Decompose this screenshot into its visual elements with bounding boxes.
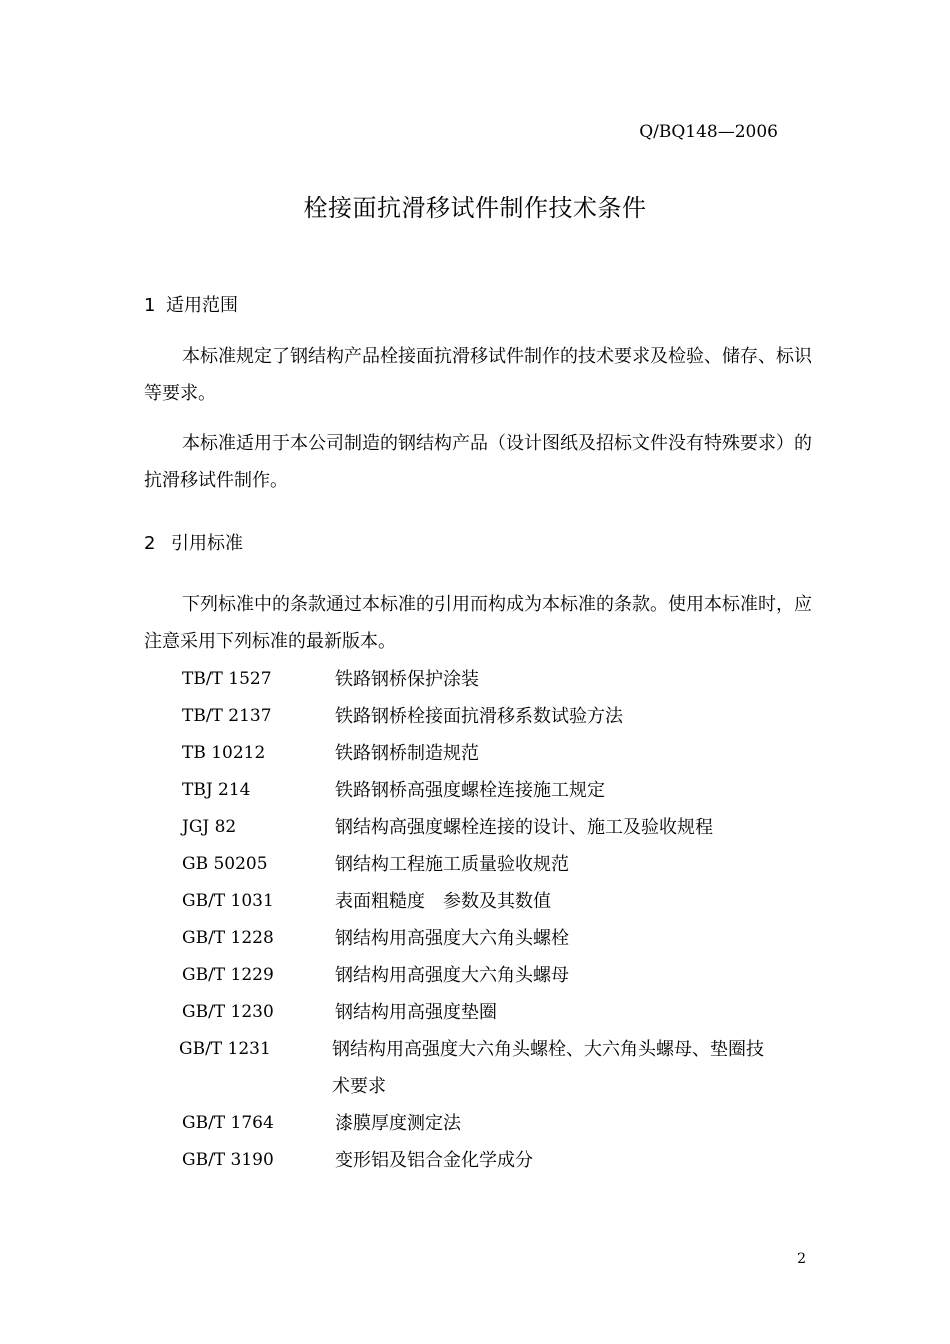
reference-code: GB 50205 [182, 854, 268, 874]
reference-code: GB/T 3190 [182, 1150, 274, 1170]
section-1-heading [144, 294, 238, 318]
section-2-heading [144, 532, 243, 556]
section-2-number: 2 [144, 533, 156, 554]
reference-code: GB/T 1231 [179, 1039, 271, 1059]
reference-item [0, 698, 950, 735]
reference-name: 钢结构用高强度垫圈 [335, 1002, 497, 1023]
reference-code: GB/T 1230 [182, 1002, 274, 1022]
reference-name: 铁路钢桥制造规范 [335, 743, 479, 764]
reference-name: 钢结构用高强度大六角头螺母 [335, 965, 569, 986]
document-title: 栓接面抗滑移试件制作技术条件 [303, 194, 647, 222]
section-2-intro: 下列标准中的条款通过本标准的引用而构成为本标准的条款。使用本标准时，应注意采用下列标准的最新版本。 [144, 594, 812, 652]
reference-code: GB/T 1228 [182, 928, 274, 948]
reference-name: 表面粗糙度 参数及其数值 [335, 891, 551, 912]
reference-item [0, 957, 950, 994]
reference-code: TB 10212 [182, 743, 266, 763]
reference-item [0, 883, 950, 920]
reference-item [0, 809, 950, 846]
reference-name: 钢结构用高强度大六角头螺栓 [335, 928, 569, 949]
reference-item [0, 735, 950, 772]
section-1-paragraph-1: 本标准规定了钢结构产品栓接面抗滑移试件制作的技术要求及检验、储存、标识等要求。 [144, 346, 812, 404]
page-number: 2 [797, 1251, 806, 1267]
reference-item [0, 1031, 950, 1105]
section-2-title: 引用标准 [171, 533, 243, 554]
reference-name: 铁路钢桥栓接面抗滑移系数试验方法 [335, 706, 623, 727]
reference-name: 钢结构工程施工质量验收规范 [335, 854, 569, 875]
reference-name: 铁路钢桥高强度螺栓连接施工规定 [335, 780, 605, 801]
reference-item [0, 1105, 950, 1142]
document-code: Q/BQ148—2006 [639, 122, 778, 142]
reference-item [0, 920, 950, 957]
reference-code: GB/T 1764 [182, 1113, 274, 1133]
section-1-title: 适用范围 [166, 295, 238, 316]
reference-code: TB/T 2137 [182, 706, 272, 726]
reference-item [0, 772, 950, 809]
reference-name: 铁路钢桥保护涂装 [335, 669, 479, 690]
reference-item [0, 994, 950, 1031]
reference-code: TBJ 214 [182, 780, 251, 800]
reference-code: GB/T 1229 [182, 965, 274, 985]
reference-item [0, 661, 950, 698]
reference-code: TB/T 1527 [182, 669, 272, 689]
reference-name: 变形铝及铝合金化学成分 [335, 1150, 533, 1171]
section-1-number: 1 [144, 295, 156, 316]
reference-code: GB/T 1031 [182, 891, 274, 911]
reference-name: 钢结构高强度螺栓连接的设计、施工及验收规程 [335, 817, 713, 838]
reference-code: JGJ 82 [182, 817, 237, 837]
reference-name: 钢结构用高强度大六角头螺栓、大六角头螺母、垫圈技术要求 [332, 1039, 764, 1097]
reference-item [0, 1142, 950, 1179]
reference-name: 漆膜厚度测定法 [335, 1113, 461, 1134]
reference-item [0, 846, 950, 883]
section-1-paragraph-2: 本标准适用于本公司制造的钢结构产品（设计图纸及招标文件没有特殊要求）的抗滑移试件制作。 [144, 433, 812, 491]
